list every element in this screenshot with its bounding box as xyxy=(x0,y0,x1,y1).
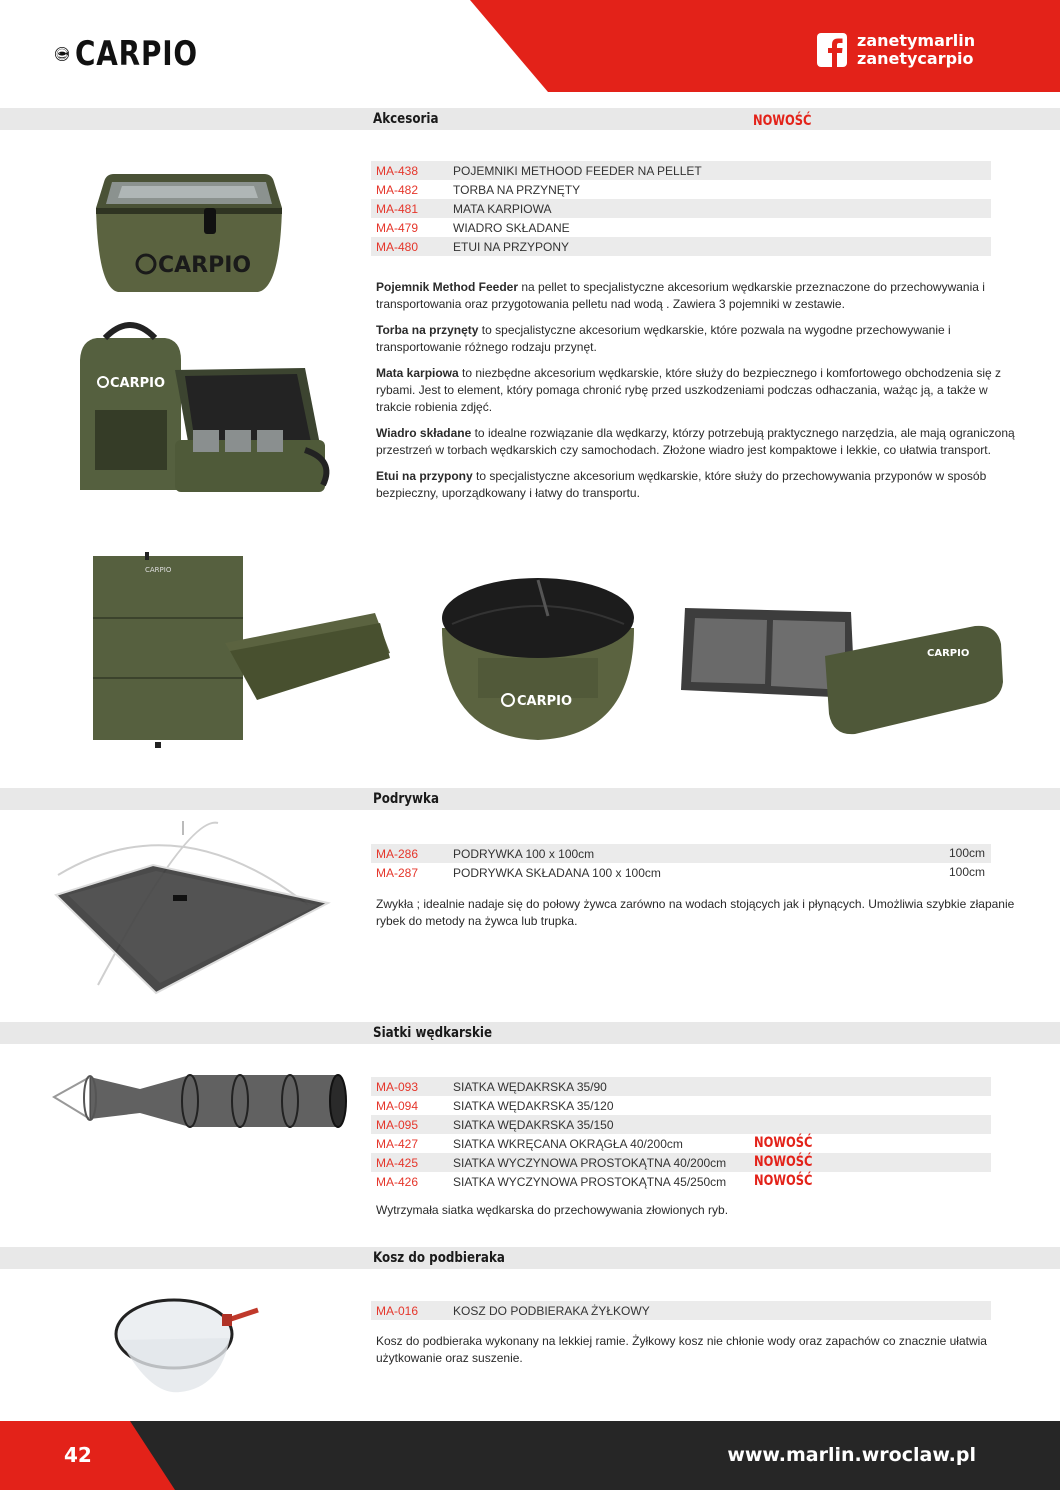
product-name: PODRYWKA 100 x 100cm xyxy=(453,846,595,861)
desc-paragraph xyxy=(376,365,1024,416)
desc-bold: Wiadro składane xyxy=(376,426,472,440)
landing-net-image xyxy=(110,1288,270,1398)
brand-logo xyxy=(55,33,225,75)
section-title-podrywka: Podrywka xyxy=(373,791,439,807)
table-row xyxy=(371,161,991,180)
product-code: MA-425 xyxy=(376,1155,419,1170)
product-name: SIATKA WKRĘCANA OKRĄGŁA 40/200cm xyxy=(453,1136,683,1151)
product-name: SIATKA WĘDAKRSKA 35/90 xyxy=(453,1079,607,1094)
new-badge: NOWOŚĆ xyxy=(754,1154,813,1170)
product-code: MA-016 xyxy=(376,1303,419,1318)
new-badge: NOWOŚĆ xyxy=(754,1173,813,1189)
desc-paragraph xyxy=(376,425,1024,459)
lift-net-image xyxy=(38,815,338,995)
product-name: SIATKA WĘDAKRSKA 35/150 xyxy=(453,1117,614,1132)
desc-bold: Pojemnik Method Feeder xyxy=(376,280,519,294)
table-row xyxy=(371,863,991,882)
product-name: MATA KARPIOWA xyxy=(453,201,552,216)
social-handle-1[interactable]: zanetymarlin xyxy=(857,31,976,50)
product-size: 100cm xyxy=(948,846,985,860)
product-name: SIATKA WYCZYNOWA PROSTOKĄTNA 40/200cm xyxy=(453,1155,727,1170)
desc-text: to niezbędne akcesorium wędkarskie, które służy do bezpiecznego i komfortowego obchodzenia się z rybami. Jest to element, który pomaga chronić rybę przed uszkodzeniami podczas odhaczania, ważąc ją, a także w trakcie robienia zdjęć. xyxy=(376,366,1001,414)
desc-text: to specjalistyczne akcesorium wędkarskie, które pozwala na wygodne przechowywanie i transportowanie różnego rodzaju przynęt. xyxy=(376,323,951,354)
product-code: MA-093 xyxy=(376,1079,419,1094)
social-handles[interactable] xyxy=(857,32,975,68)
section-title-kosz: Kosz do podbieraka xyxy=(373,1250,505,1266)
desc-paragraph xyxy=(376,322,1024,356)
svg-text:CARPIO: CARPIO xyxy=(927,648,970,659)
svg-text:CARPIO: CARPIO xyxy=(158,253,252,278)
keepnet-image xyxy=(50,1065,350,1135)
desc-text: to specjalistyczne akcesorium wędkarskie, które służy do przechowywania przyponów w sposób bezpieczny, uporządkowany i łatwy do transportu. xyxy=(376,469,987,500)
product-table-kosz xyxy=(371,1301,991,1320)
desc-paragraph xyxy=(376,468,1024,502)
table-row xyxy=(371,1096,991,1115)
svg-text:CARPIO: CARPIO xyxy=(145,566,172,574)
folding-bucket-image xyxy=(438,568,638,743)
table-row xyxy=(371,1172,991,1191)
product-code: MA-481 xyxy=(376,201,419,216)
desc-paragraph xyxy=(376,279,1024,313)
product-name: TORBA NA PRZYNĘTY xyxy=(453,182,581,197)
section-bar-podrywka xyxy=(0,788,1060,810)
product-code: MA-094 xyxy=(376,1098,419,1113)
svg-text:CARPIO: CARPIO xyxy=(517,694,573,709)
carp-badge-icon xyxy=(55,36,69,72)
table-row xyxy=(371,844,991,863)
product-size: 100cm xyxy=(948,865,985,879)
product-name: WIADRO SKŁADANE xyxy=(453,220,570,235)
product-table-akcesoria xyxy=(371,161,991,256)
product-name: PODRYWKA SKŁADANA 100 x 100cm xyxy=(453,865,661,880)
podrywka-description: Zwykła ; idealnie nadaje się do połowy żywca zarówno na wodach stojących jak i płynących. Umożliwia szybkie złapanie rybek do metody na żywca lub trupka. xyxy=(376,897,1015,928)
desc-bold: Etui na przypony xyxy=(376,469,473,483)
svg-text:CARPIO: CARPIO xyxy=(110,376,166,391)
desc-text: to idealne rozwiązanie dla wędkarzy, którzy potrzebują praktycznego narzędzia, ale mają ograniczoną przestrzeń w torbach wędkarskich czy samochodach. Złożone wiadro jest kompaktowe i lekkie, co ułatwia transport. xyxy=(376,426,1015,457)
siatki-description: Wytrzymała siatka wędkarska do przechowywania złowionych ryb. xyxy=(376,1203,729,1217)
facebook-icon[interactable] xyxy=(817,33,847,67)
section-title-siatki: Siatki wędkarskie xyxy=(373,1025,493,1041)
section-title-akcesoria: Akcesoria xyxy=(373,111,439,127)
product-table-siatki xyxy=(371,1077,991,1191)
carp-mat-image xyxy=(85,548,395,748)
akcesoria-description xyxy=(376,279,1024,511)
product-code: MA-438 xyxy=(376,163,419,178)
section-bar-siatki xyxy=(0,1022,1060,1044)
new-badge-akcesoria: NOWOŚĆ xyxy=(753,113,812,129)
product-table-podrywka xyxy=(371,844,991,882)
product-code: MA-480 xyxy=(376,239,419,254)
product-name: POJEMNIKI METHOOD FEEDER NA PELLET xyxy=(453,163,702,178)
table-row xyxy=(371,1153,991,1172)
product-code: MA-427 xyxy=(376,1136,419,1151)
section-bar-kosz xyxy=(0,1247,1060,1269)
product-name: ETUI NA PRZYPONY xyxy=(453,239,570,254)
bait-bag-image xyxy=(75,320,335,495)
table-row xyxy=(371,1077,991,1096)
product-code: MA-287 xyxy=(376,865,419,880)
table-row xyxy=(371,218,991,237)
product-code: MA-426 xyxy=(376,1174,419,1189)
desc-bold: Torba na przynęty xyxy=(376,323,479,337)
feeder-box-image xyxy=(88,168,288,298)
page-footer xyxy=(0,1421,1060,1490)
product-code: MA-095 xyxy=(376,1117,419,1132)
table-row xyxy=(371,1134,991,1153)
product-name: KOSZ DO PODBIERAKA ŻYŁKOWY xyxy=(453,1303,650,1318)
product-code: MA-479 xyxy=(376,220,419,235)
table-row xyxy=(371,237,991,256)
product-name: SIATKA WĘDAKRSKA 35/120 xyxy=(453,1098,614,1113)
brand-name: CARPIO xyxy=(75,34,199,74)
page-header xyxy=(0,0,1060,92)
desc-text: na pellet to specjalistyczne akcesorium wędkarskie przeznaczone do przechowywania i transportowania oraz przygotowania pelletu nad wodą . Zawiera 3 pojemniki w zestawie. xyxy=(376,280,985,311)
kosz-description: Kosz do podbieraka wykonany na lekkiej ramie. Żyłkowy kosz nie chłonie wody oraz zapachów co znacznie ułatwia użytkowanie oraz suszenie. xyxy=(376,1334,987,1365)
product-code: MA-286 xyxy=(376,846,419,861)
table-row xyxy=(371,199,991,218)
product-code: MA-482 xyxy=(376,182,419,197)
table-row xyxy=(371,1115,991,1134)
page-number: 42 xyxy=(64,1443,92,1467)
product-name: SIATKA WYCZYNOWA PROSTOKĄTNA 45/250cm xyxy=(453,1174,727,1189)
new-badge: NOWOŚĆ xyxy=(754,1135,813,1151)
desc-bold: Mata karpiowa xyxy=(376,366,459,380)
table-row xyxy=(371,180,991,199)
website-link[interactable]: www.marlin.wroclaw.pl xyxy=(727,1444,976,1466)
rig-wallet-image xyxy=(675,598,1005,738)
social-handle-2[interactable]: zanetycarpio xyxy=(857,49,974,68)
section-bar-akcesoria xyxy=(0,108,1060,130)
table-row xyxy=(371,1301,991,1320)
